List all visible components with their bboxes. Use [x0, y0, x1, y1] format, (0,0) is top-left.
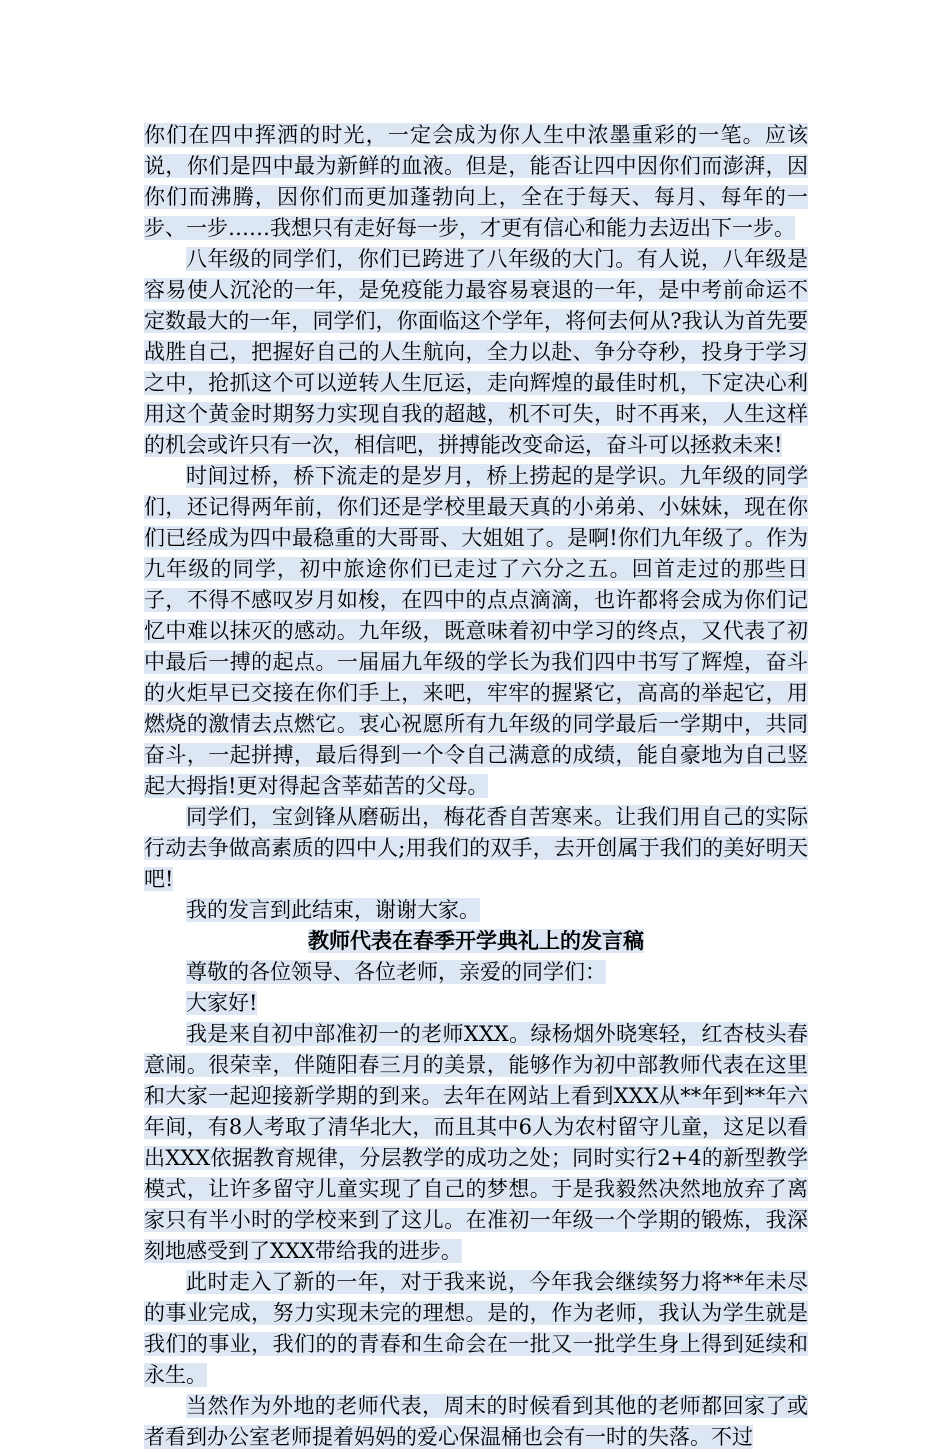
- body-paragraph: [144, 461, 808, 802]
- section-title: [144, 926, 808, 957]
- paragraph-text: 八年级的同学们，你们已跨进了八年级的大门。有人说，八年级是容易使人沉沦的一年，是免疫能力最容易衰退的一年，是中考前命运不定数最大的一年，同学们，你面临这个学年，将何去何从?我认为首先要战胜自己，把握好自己的人生航向，全力以赴、争分夺秒，投身于学习之中，抢抓这个可以逆转人生厄运，走向辉煌的最佳时机，下定决心利用这个黄金时期努力实现自我的超越，机不可失，时不再来，人生这样的机会或许只有一次，相信吧，拼搏能改变命运，奋斗可以拯救未来!: [144, 247, 808, 457]
- paragraph-text: 此时走入了新的一年，对于我来说，今年我会继续努力将**年未尽的事业完成，努力实现未完的理想。是的，作为老师，我认为学生就是我们的事业，我们的的青春和生命会在一批又一批学生身上得到延续和永生。: [144, 1270, 808, 1387]
- body-paragraph: [144, 802, 808, 895]
- paragraph-text: 你们在四中挥洒的时光，一定会成为你人生中浓墨重彩的一笔。应该说，你们是四中最为新鲜的血液。但是，能否让四中因你们而澎湃，因你们而沸腾，因你们而更加蓬勃向上，全在于每天、每月、每年的一步、一步……我想只有走好每一步，才更有信心和能力去迈出下一步。: [144, 123, 808, 240]
- paragraph-text: 我是来自初中部准初一的老师XXX。绿杨烟外晓寒轻，红杏枝头春意闹。很荣幸，伴随阳春三月的美景，能够作为初中部教师代表在这里和大家一起迎接新学期的到来。去年在网站上看到XXX从**年到**年六年间，有8人考取了清华北大，而且其中6人为农村留守儿童，这足以看出XXX依据教育规律，分层教学的成功之处；同时实行2+4的新型教学模式，让许多留守儿童实现了自己的梦想。于是我毅然决然地放弃了离家只有半小时的学校来到了这儿。在准初一年级一个学期的锻炼，我深刻地感受到了XXX带给我的进步。: [144, 1022, 808, 1263]
- body-paragraph: [144, 120, 808, 244]
- paragraph-text: 时间过桥，桥下流走的是岁月，桥上捞起的是学识。九年级的同学们，还记得两年前，你们还是学校里最天真的小弟弟、小妹妹，现在你们已经成为四中最稳重的大哥哥、大姐姐了。是啊!你们九年级了。作为九年级的同学，初中旅途你们已走过了六分之五。回首走过的那些日子，不得不感叹岁月如梭，在四中的点点滴滴，也许都将会成为你们记忆中难以抹灭的感动。九年级，既意味着初中学习的终点，又代表了初中最后一搏的起点。一届届九年级的学长为我们四中书写了辉煌，奋斗的火炬早已交接在你们手上，来吧，牢牢的握紧它，高高的举起它，用燃烧的激情去点燃它。衷心祝愿所有九年级的同学最后一学期中，共同奋斗，一起拼搏，最后得到一个令自己满意的成绩，能自豪地为自己竖起大拇指!更对得起含莘茹苦的父母。: [144, 464, 808, 798]
- title-text: 教师代表在春季开学典礼上的发言稿: [308, 929, 644, 953]
- body-paragraph: [144, 1267, 808, 1391]
- document-page: [144, 120, 808, 1453]
- paragraph-text: 我的发言到此结束，谢谢大家。: [186, 898, 480, 922]
- paragraph-text: 大家好!: [186, 991, 258, 1015]
- body-paragraph: [144, 957, 808, 988]
- paragraph-text: 同学们，宝剑锋从磨砺出，梅花香自苦寒来。让我们用自己的实际行动去争做高素质的四中人;用我们的双手，去开创属于我们的美好明天吧!: [144, 805, 808, 891]
- body-paragraph: [144, 1019, 808, 1267]
- paragraph-text: 尊敬的各位领导、各位老师，亲爱的同学们：: [186, 960, 606, 984]
- body-paragraph: [144, 988, 808, 1019]
- body-paragraph: [144, 244, 808, 461]
- paragraph-text: 当然作为外地的老师代表，周末的时候看到其他的老师都回家了或者看到办公室老师提着妈妈的爱心保温桶也会有一时的失落。不过: [144, 1394, 808, 1449]
- body-paragraph: [144, 1391, 808, 1453]
- body-paragraph: [144, 895, 808, 926]
